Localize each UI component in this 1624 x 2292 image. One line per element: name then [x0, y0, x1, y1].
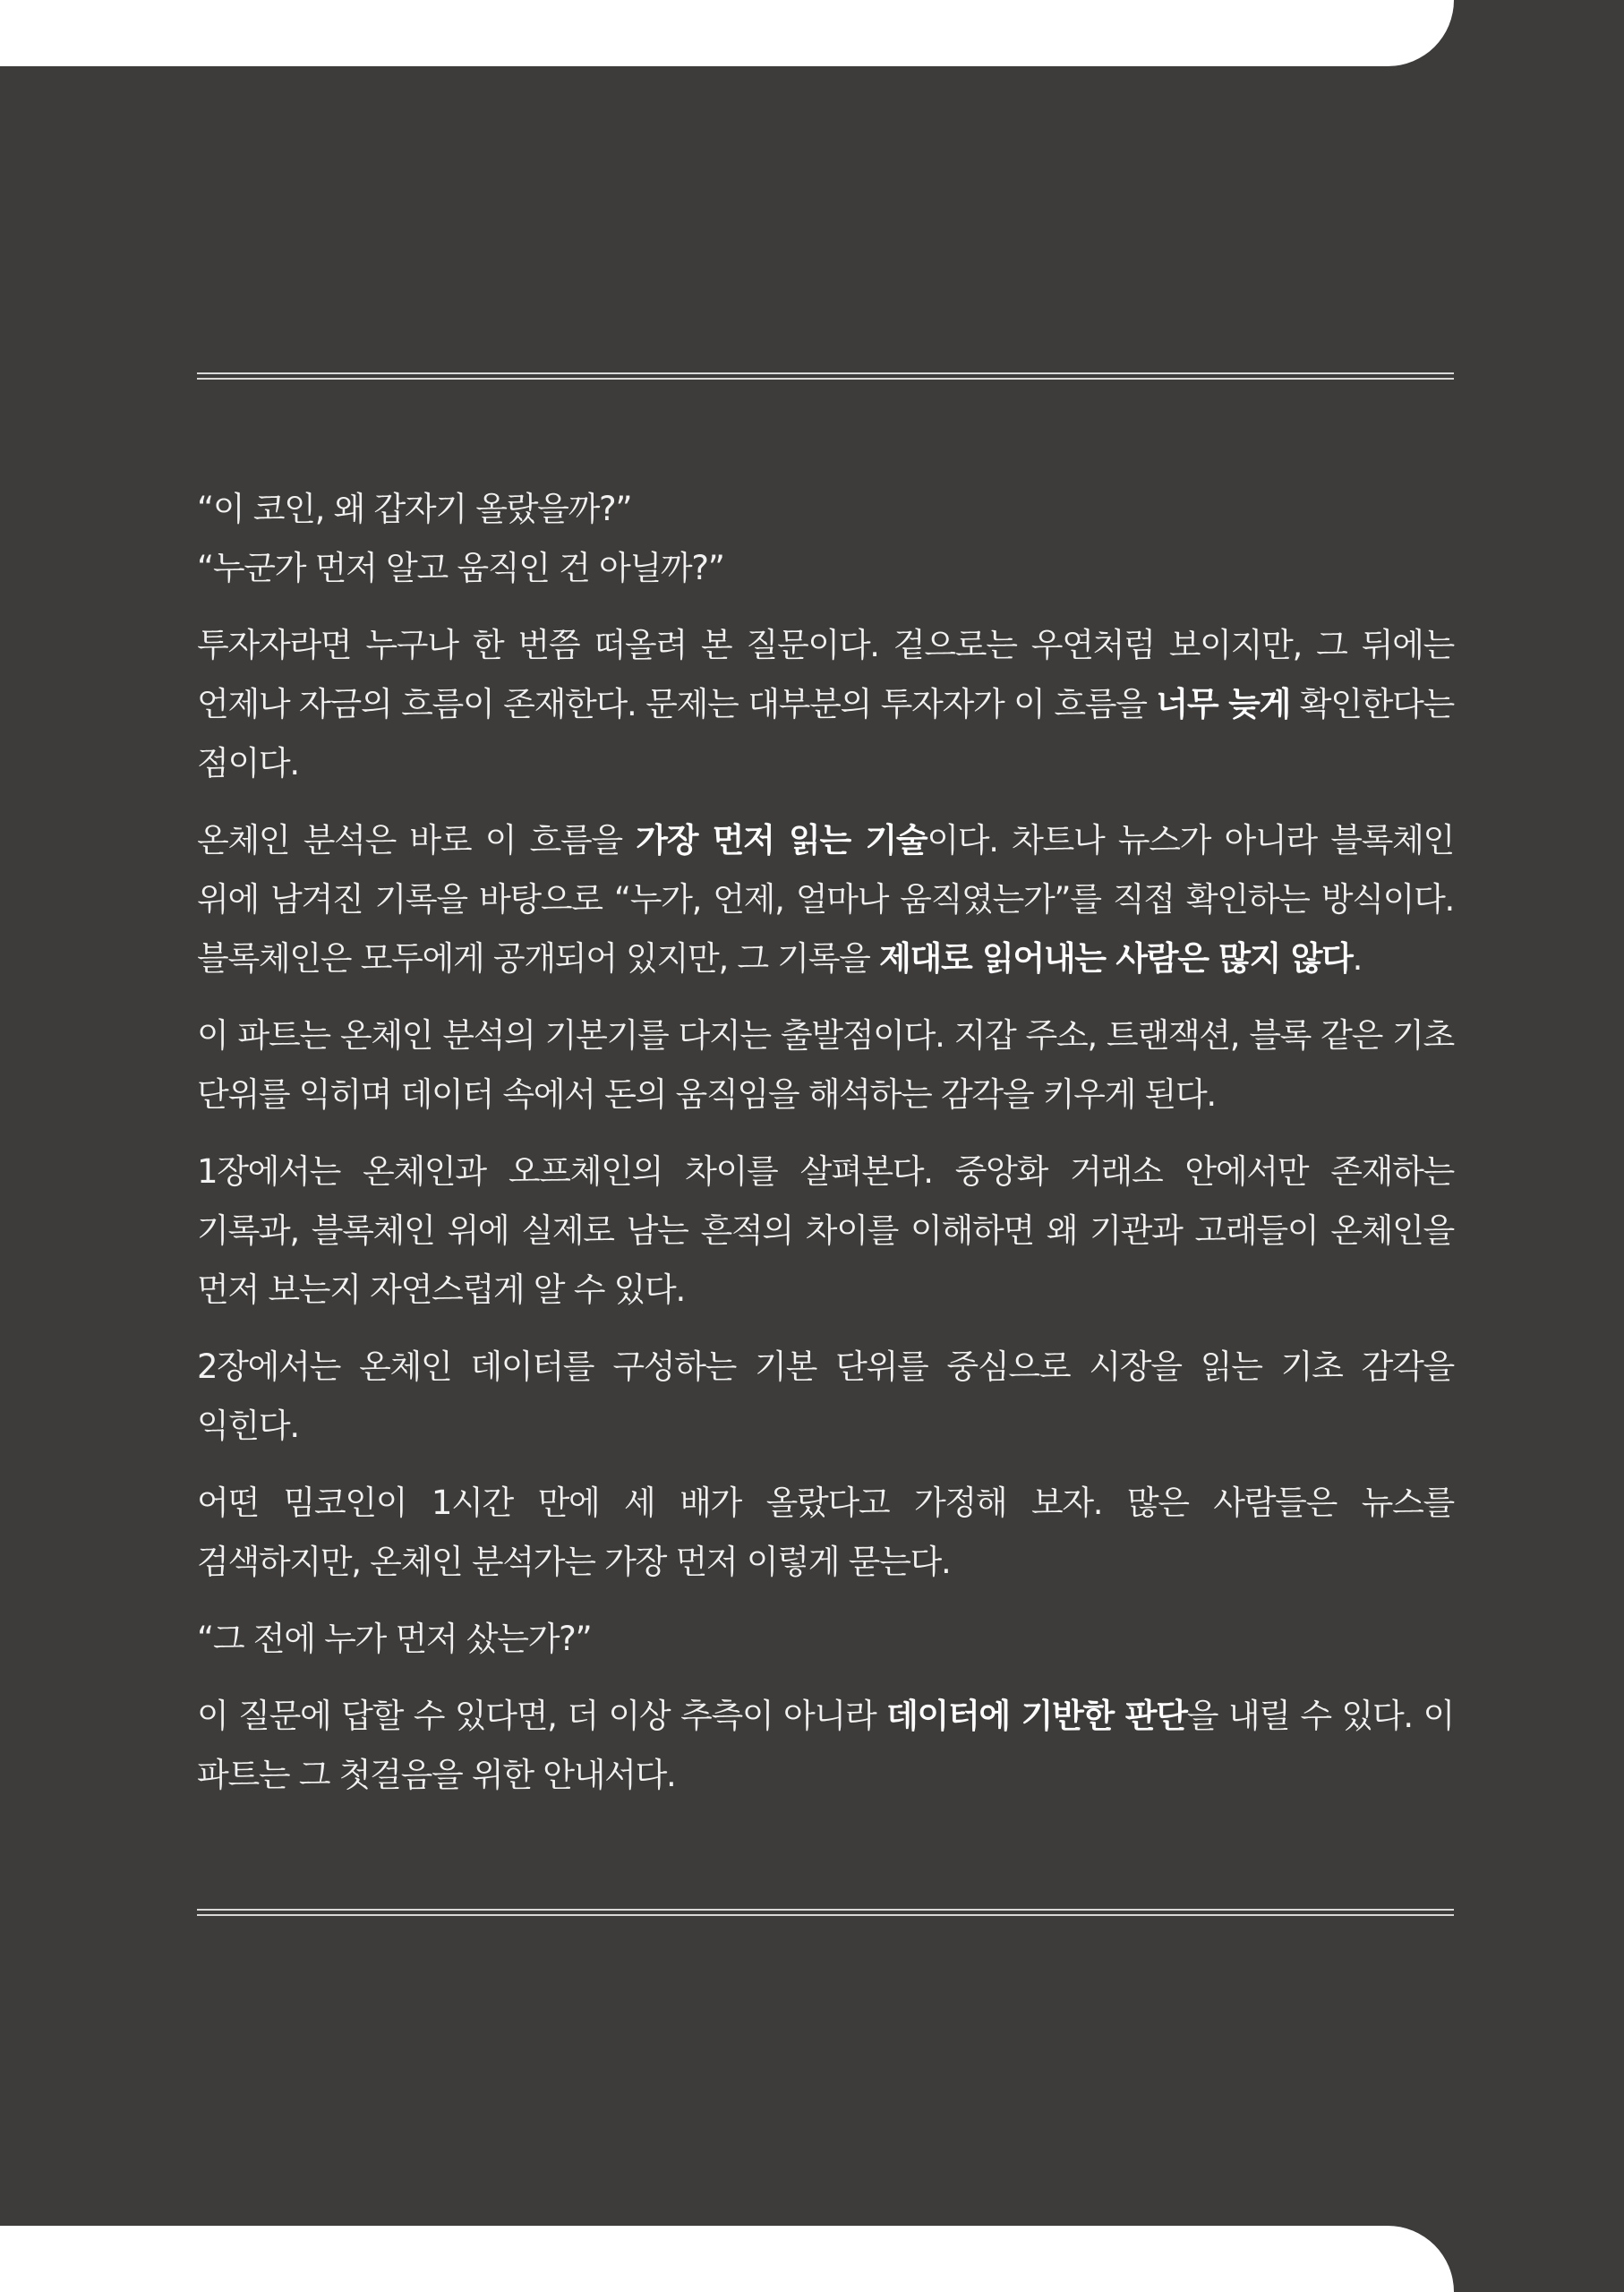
- emphasis-text: 데이터에 기반한 판단: [886, 1697, 1187, 1735]
- paragraph-memecoin-example: [197, 1474, 1454, 1592]
- body-text: [197, 480, 1454, 1823]
- text-segment: 2장에서는 온체인 데이터를 구성하는 기본 단위를 중심으로 시장을 읽는 기초 감각을 익힌다.: [197, 1347, 1454, 1445]
- opening-quote: [197, 539, 1454, 598]
- emphasis-text: 제대로 읽어내는 사람은 많지 않다: [879, 939, 1353, 978]
- paragraph-onchain-definition: [197, 811, 1454, 988]
- emphasis-text: 가장 먼저 읽는 기술: [636, 821, 927, 860]
- text-segment: “누군가 먼저 알고 움직인 건 아닐까?”: [197, 549, 724, 587]
- text-segment: 1장에서는 온체인과 오프체인의 차이를 살펴본다. 중앙화 거래소 안에서만 존재하는 기록과, 블록체인 위에 실제로 남는 흔적의 차이를 이해하면 왜 기관과 고래들이 온체인을 먼저 보는지 자연스럽게 알 수 있다.: [197, 1152, 1454, 1309]
- top-page-tab: [0, 0, 1454, 66]
- text-segment: “그 전에 누가 먼저 샀는가?”: [197, 1620, 592, 1658]
- paragraph-conclusion: [197, 1687, 1454, 1805]
- paragraph-intro: [197, 616, 1454, 793]
- text-segment: 이 질문에 답할 수 있다면, 더 이상 추측이 아니라: [197, 1697, 887, 1735]
- paragraph-chapter-2: [197, 1338, 1454, 1456]
- text-segment: 투자자라면 누구나 한 번쯤 떠올려 본 질문이다. 겉으로는 우연처럼 보이지만, 그 뒤에는 언제나 자금의 흐름이 존재한다. 문제는 대부분의 투자자가 이 흐름을: [197, 626, 1454, 723]
- paragraph-chapter-1: [197, 1142, 1454, 1320]
- paragraph-part-overview: [197, 1006, 1454, 1125]
- emphasis-text: 너무 늦게: [1156, 685, 1291, 723]
- text-segment: 어떤 밈코인이 1시간 만에 세 배가 올랐다고 가정해 보자. 많은 사람들은 뉴스를 검색하지만, 온체인 분석가는 가장 먼저 이렇게 묻는다.: [197, 1484, 1454, 1581]
- text-segment: “이 코인, 왜 갑자기 올랐을까?”: [197, 490, 632, 528]
- paragraph-question-quote: [197, 1610, 1454, 1669]
- bottom-page-tab: [0, 2226, 1454, 2292]
- opening-quote: [197, 480, 1454, 539]
- text-segment: 이 파트는 온체인 분석의 기본기를 다지는 출발점이다. 지갑 주소, 트랜잭션, 블록 같은 기초 단위를 익히며 데이터 속에서 돈의 움직임을 해석하는 감각을 키우게 된다.: [197, 1016, 1454, 1114]
- text-segment: 온체인 분석은 바로 이 흐름을: [197, 821, 637, 860]
- text-segment: 을 내릴 수 있다. 이 파트는 그 첫걸음을 위한 안내서다.: [197, 1697, 1455, 1794]
- text-segment: 이다. 차트나 뉴스가 아니라 블록체인 위에 남겨진 기록을 바탕으로 “누가, 언제, 얼마나 움직였는가”를 직접 확인하는 방식이다. 블록체인은 모두에게 공개되어 있지만, 그 기록을: [197, 821, 1454, 978]
- text-segment: 확인한다는 점이다.: [197, 685, 1454, 783]
- top-double-rule: [197, 372, 1454, 380]
- bottom-double-rule: [197, 1909, 1454, 1916]
- text-segment: .: [1352, 939, 1363, 978]
